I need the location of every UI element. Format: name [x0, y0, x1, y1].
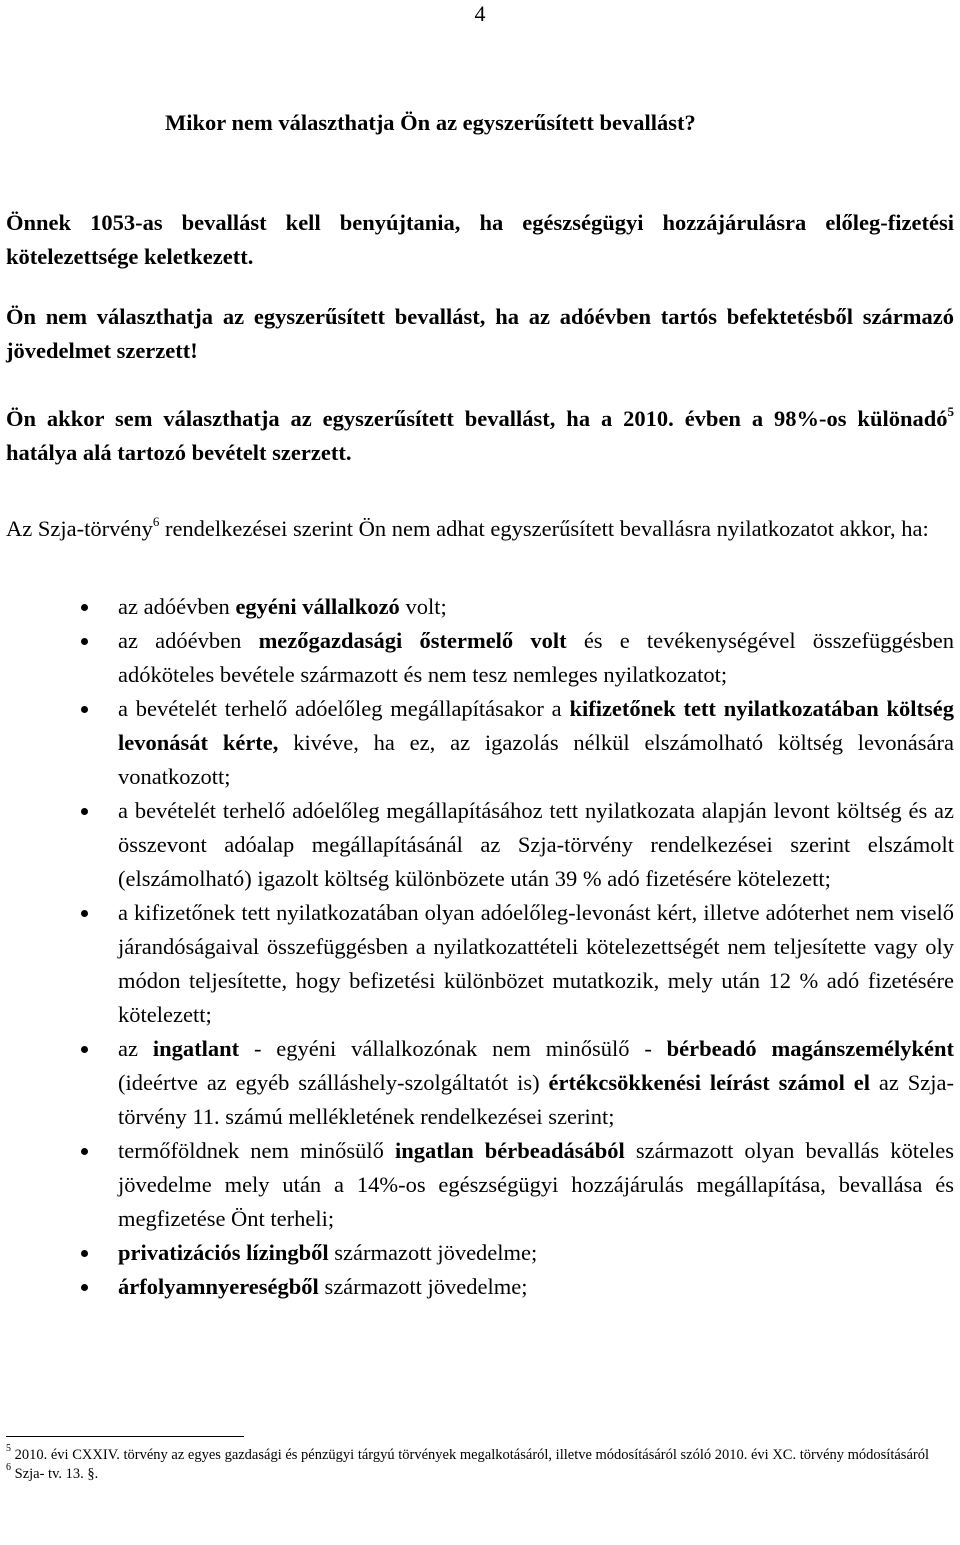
paragraph-long-term-investment: Ön nem választhatja az egyszerűsített bevallást, ha az adóévben tartós befektetésből származó jövedelmet szerzett!: [6, 304, 954, 363]
item-text: származott jövedelme;: [328, 1240, 538, 1265]
footnote-number: 6: [6, 1462, 11, 1474]
paragraph-text: hatálya alá tartozó bevételt szerzett.: [6, 440, 352, 465]
footnote-ref-5[interactable]: 5: [947, 403, 954, 419]
item-text: a bevételét terhelő adóelőleg megállapításához tett nyilatkozata alapján levont költség és az összevont adóalap megállapításánál az Szja-törvény rendelkezései szerint elszámolt (elszámolható) igazolt költség különbözete után 39 % adó fizetésére kötelezett;: [118, 798, 954, 891]
item-text: (ideértve az egyéb szálláshely-szolgáltatót is): [118, 1070, 549, 1095]
item-text: a bevételét terhelő adóelőleg megállapításakor a: [118, 696, 570, 721]
list-item: [0, 590, 954, 624]
bullet-icon: [81, 604, 88, 611]
list-item: [0, 1032, 954, 1134]
item-emphasis: ingatlant: [152, 1036, 240, 1061]
paragraph-1053-declaration: Önnek 1053-as bevallást kell benyújtania, ha egészségügyi hozzájárulásra előleg-fizetési kötelezettsége keletkezett.: [6, 210, 954, 269]
bullet-icon: [81, 1046, 88, 1053]
footnote-divider: [6, 1436, 244, 1437]
list-item: [0, 794, 954, 896]
item-text: az adóévben: [118, 628, 259, 653]
paragraph-text: Az Szja-törvény: [6, 516, 153, 541]
footnote-text: 2010. évi CXXIV. törvény az egyes gazdasági és pénzügyi tárgyú törvények megalkotásáról, illetve módosításáról szóló 2010. évi XC. törvény módosításáról: [11, 1447, 929, 1463]
item-emphasis: értékcsökkenési leírást számol el: [548, 1070, 871, 1095]
list-item: [0, 624, 954, 692]
item-text: a kifizetőnek tett nyilatkozatában olyan adóelőleg-levonást kért, illetve adóterhet nem viselő járandóságaival összefüggésben a nyilatkozattételi kötelezettségét nem teljesítette vagy oly módon teljesítette, hogy befizetési különbözet mutatkozik, mely után 12 % adó fizetésére kötelezett;: [118, 900, 954, 1027]
list-item: [0, 1270, 954, 1304]
item-emphasis: bérbeadó magánszemélyként: [666, 1036, 954, 1061]
bullet-icon: [81, 706, 88, 713]
item-emphasis: ingatlan bérbeadásából: [394, 1138, 625, 1163]
footnote-6: [6, 1462, 954, 1484]
item-text: és e tevékenységével összefüggésben adóköteles bevétele származott és nem tesz nemleges nyilatkozatot;: [118, 628, 954, 687]
item-text: kivéve, ha ez, az igazolás nélkül elszámolható költség levonására vonatkozott;: [118, 730, 954, 789]
section-heading: Mikor nem választhatja Ön az egyszerűsített bevallást?: [165, 110, 696, 135]
bullet-icon: [81, 910, 88, 917]
bullet-icon: [81, 638, 88, 645]
item-text: származott jövedelme;: [318, 1274, 528, 1299]
footnotes: [6, 1443, 954, 1484]
footnote-ref-6[interactable]: 6: [152, 513, 160, 529]
item-text: az Szja-törvény 11. számú mellékletének rendelkezései szerint;: [118, 1070, 954, 1129]
footnote-number: 5: [6, 1443, 11, 1455]
bullet-icon: [81, 1284, 88, 1291]
paragraph-text: rendelkezései szerint Ön nem adhat egyszerűsített bevallásra nyilatkozatot akkor, ha:: [159, 516, 929, 541]
bullet-icon: [81, 1148, 88, 1155]
footnote-text: Szja- tv. 13. §.: [11, 1466, 99, 1482]
item-text: - egyéni vállalkozónak nem minősülő -: [239, 1036, 667, 1061]
bullet-icon: [81, 1250, 88, 1257]
item-emphasis: egyéni vállalkozó: [235, 594, 400, 619]
item-emphasis: árfolyamnyereségből: [118, 1274, 319, 1299]
footnote-5: [6, 1443, 954, 1465]
bullet-icon: [81, 808, 88, 815]
item-text: az adóévben: [118, 594, 236, 619]
item-emphasis: privatizációs lízingből: [118, 1240, 329, 1265]
list-item: [0, 896, 954, 1032]
item-emphasis: kifizetőnek tett nyilatkozatában költség levonását kérte,: [118, 696, 954, 755]
item-text: termőföldnek nem minősülő: [118, 1138, 395, 1163]
item-text: az: [118, 1036, 153, 1061]
page-number: 4: [474, 1, 486, 26]
list-item: [0, 1134, 954, 1236]
paragraph-szja-intro: [6, 512, 954, 546]
item-emphasis: mezőgazdasági őstermelő volt: [258, 628, 567, 653]
list-item: [0, 692, 954, 794]
list-item: [0, 1236, 954, 1270]
paragraph-text: Ön akkor sem választhatja az egyszerűsített bevallást, ha a 2010. évben a 98%-os különadó: [6, 406, 948, 431]
condition-list: [0, 590, 960, 1304]
item-text: volt;: [399, 594, 447, 619]
paragraph-special-tax: [6, 402, 954, 470]
item-text: származott olyan bevallás köteles jövedelme mely után a 14%-os egészségügyi hozzájárulás megállapítása, bevallása és megfizetése Önt terheli;: [118, 1138, 954, 1231]
